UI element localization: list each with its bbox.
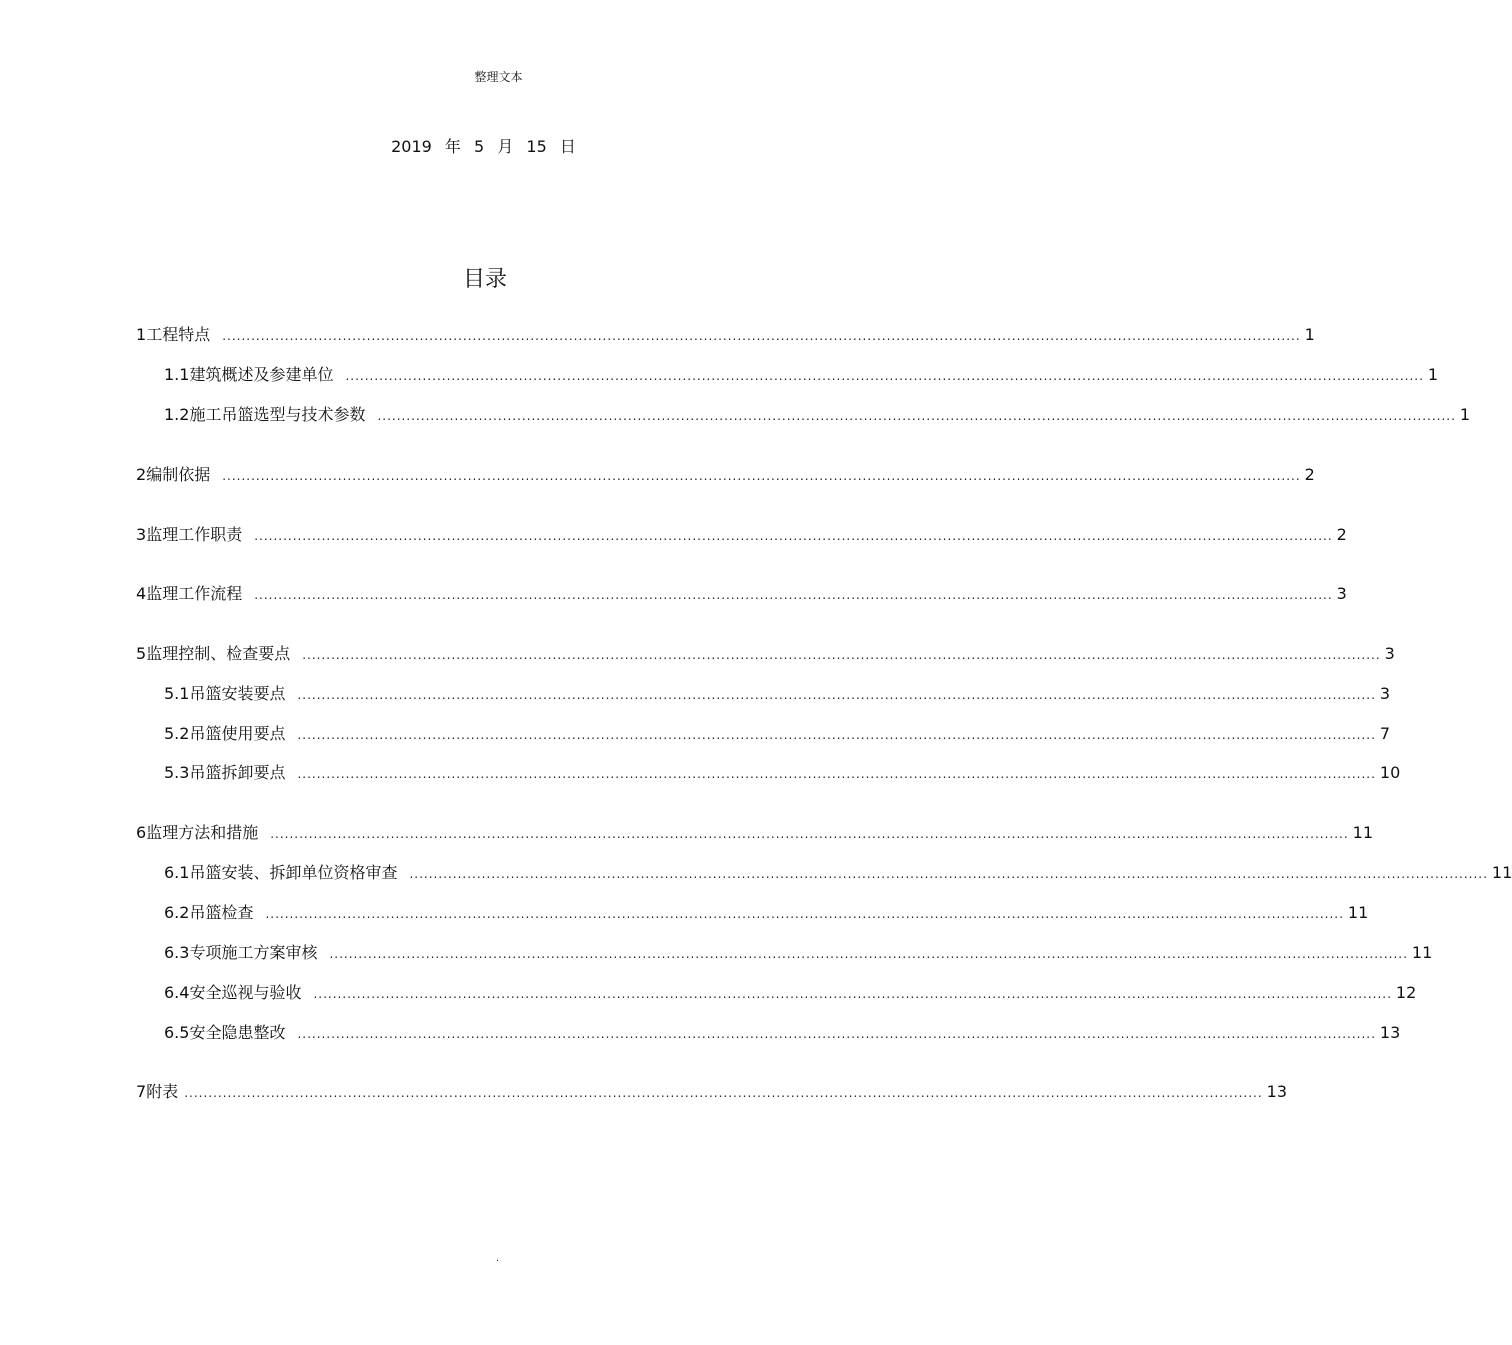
toc-leader: ................................................................................................................................................................................................................................ — [297, 1027, 1376, 1041]
toc-entry-page: 7 — [1379, 724, 1391, 743]
toc-entry-6-3[interactable] — [164, 942, 1433, 964]
toc-entry-number: 2 — [136, 465, 147, 484]
toc-entry-page: 3 — [1336, 584, 1347, 603]
date-day-unit: 日 — [559, 137, 576, 156]
toc-entry-page: 3 — [1384, 644, 1395, 663]
toc-entry-page: 10 — [1379, 763, 1401, 782]
toc-leader: ................................................................................................................................................................................................................................ — [345, 369, 1424, 383]
toc-leader: ................................................................................................................................................................................................................................ — [409, 867, 1488, 881]
toc-entry-page: 13 — [1266, 1082, 1287, 1101]
header-label: 整理文本 — [474, 70, 523, 84]
toc-entry-6-4[interactable] — [164, 982, 1417, 1004]
toc-entry-6-1[interactable] — [164, 862, 1512, 884]
toc-entry-6-5[interactable] — [164, 1022, 1401, 1044]
toc-entry-label: 安全巡视与验收 — [189, 983, 302, 1002]
toc-leader: ................................................................................................................................................................................................................................ — [329, 947, 1408, 961]
toc-leader: ................................................................................................................................................................................................................................ — [302, 648, 1381, 662]
date-year-unit: 年 — [444, 137, 461, 156]
toc-entry-label: 监理控制、检查要点 — [146, 644, 291, 663]
toc-entry-page: 11 — [1411, 943, 1433, 962]
toc-entry-label: 监理工作职责 — [146, 525, 243, 544]
toc-entry-label: 吊篮拆卸要点 — [189, 763, 286, 782]
toc-entry-number: 1.2 — [164, 405, 190, 424]
toc-entry-number: 1.1 — [164, 365, 190, 384]
toc-entry-number: 5.3 — [164, 763, 190, 782]
toc-leader: ................................................................................................................................................................................................................................ — [270, 827, 1349, 841]
toc-entry-page: 11 — [1491, 863, 1512, 882]
toc-entry-5-3[interactable] — [164, 762, 1401, 784]
toc-entry-label: 专项施工方案审核 — [189, 943, 318, 962]
date-month: 5 — [474, 137, 485, 156]
toc-entry-3[interactable] — [136, 524, 1347, 546]
toc-leader: ................................................................................................................................................................................................................................ — [265, 907, 1344, 921]
toc-leader: ................................................................................................................................................................................................................................ — [297, 767, 1376, 781]
toc-entry-number: 4 — [136, 584, 147, 603]
toc-entry-label: 吊篮使用要点 — [189, 724, 286, 743]
toc-entry-page: 1 — [1459, 405, 1471, 424]
toc-entry-label: 监理方法和措施 — [146, 823, 259, 842]
toc-leader: ................................................................................................................................................................................................................................ — [297, 728, 1376, 742]
date-day: 15 — [526, 137, 547, 156]
toc-entry-page: 1 — [1304, 325, 1315, 344]
date-year: 2019 — [391, 137, 432, 156]
toc-entry-number: 5.1 — [164, 684, 190, 703]
toc-leader: ................................................................................................................................................................................................................................ — [297, 688, 1376, 702]
date-line — [0, 134, 967, 157]
toc-entry-label: 建筑概述及参建单位 — [189, 365, 334, 384]
toc-entry-7[interactable] — [136, 1081, 1287, 1103]
toc-entry-label: 编制依据 — [146, 465, 211, 484]
toc-entry-2[interactable] — [136, 464, 1315, 486]
toc-leader: ................................................................................................................................................................................................................................ — [377, 409, 1456, 423]
toc-entry-number: 6 — [136, 823, 147, 842]
toc-entry-page: 2 — [1304, 465, 1315, 484]
toc-entry-number: 5.2 — [164, 724, 190, 743]
toc-entry-5-2[interactable] — [164, 723, 1391, 745]
toc-entry-number: 6.4 — [164, 983, 190, 1002]
date-month-unit: 月 — [497, 137, 514, 156]
toc-entry-label: 工程特点 — [146, 325, 211, 344]
toc-entry-label: 附表 — [146, 1082, 179, 1101]
toc-entry-number: 6.2 — [164, 903, 190, 922]
toc-entry-label: 安全隐患整改 — [189, 1023, 286, 1042]
toc-entry-6[interactable] — [136, 822, 1373, 844]
toc-leader: ................................................................................................................................................................................................................................ — [184, 1086, 1263, 1100]
toc-entry-label: 监理工作流程 — [146, 584, 243, 603]
toc-entry-1[interactable] — [136, 324, 1315, 346]
toc-entry-label: 施工吊篮选型与技术参数 — [189, 405, 366, 424]
toc-entry-number: 5 — [136, 644, 147, 663]
toc-entry-page: 2 — [1336, 525, 1347, 544]
toc-leader: ................................................................................................................................................................................................................................ — [222, 469, 1301, 483]
toc-leader: ................................................................................................................................................................................................................................ — [222, 329, 1301, 343]
toc-entry-4[interactable] — [136, 583, 1347, 605]
toc-title: 目录 — [462, 267, 507, 292]
toc-entry-page: 12 — [1395, 983, 1417, 1002]
toc-entry-1-2[interactable] — [164, 404, 1471, 426]
toc-entry-label: 吊篮检查 — [189, 903, 254, 922]
toc-entry-number: 7 — [136, 1082, 147, 1101]
toc-entry-5[interactable] — [136, 643, 1395, 665]
toc-entry-page: 3 — [1379, 684, 1391, 703]
toc-entry-number: 6.1 — [164, 863, 190, 882]
toc-entry-6-2[interactable] — [164, 902, 1369, 924]
toc-entry-label: 吊篮安装要点 — [189, 684, 286, 703]
toc-leader: ................................................................................................................................................................................................................................ — [313, 987, 1392, 1001]
toc-entry-number: 6.3 — [164, 943, 190, 962]
toc-entry-label: 吊篮安装、拆卸单位资格审查 — [189, 863, 398, 882]
toc-entry-page: 11 — [1352, 823, 1373, 842]
toc-leader: ................................................................................................................................................................................................................................ — [254, 529, 1333, 543]
toc-entry-page: 13 — [1379, 1023, 1401, 1042]
toc-entry-1-1[interactable] — [164, 364, 1439, 386]
toc-entry-page: 11 — [1347, 903, 1369, 922]
toc-leader: ................................................................................................................................................................................................................................ — [254, 588, 1333, 602]
toc-entry-page: 1 — [1427, 365, 1439, 384]
toc-entry-5-1[interactable] — [164, 683, 1391, 705]
toc-entry-number: 3 — [136, 525, 147, 544]
footer-mark: . — [496, 1253, 500, 1264]
toc-entry-number: 1 — [136, 325, 147, 344]
toc-entry-number: 6.5 — [164, 1023, 190, 1042]
